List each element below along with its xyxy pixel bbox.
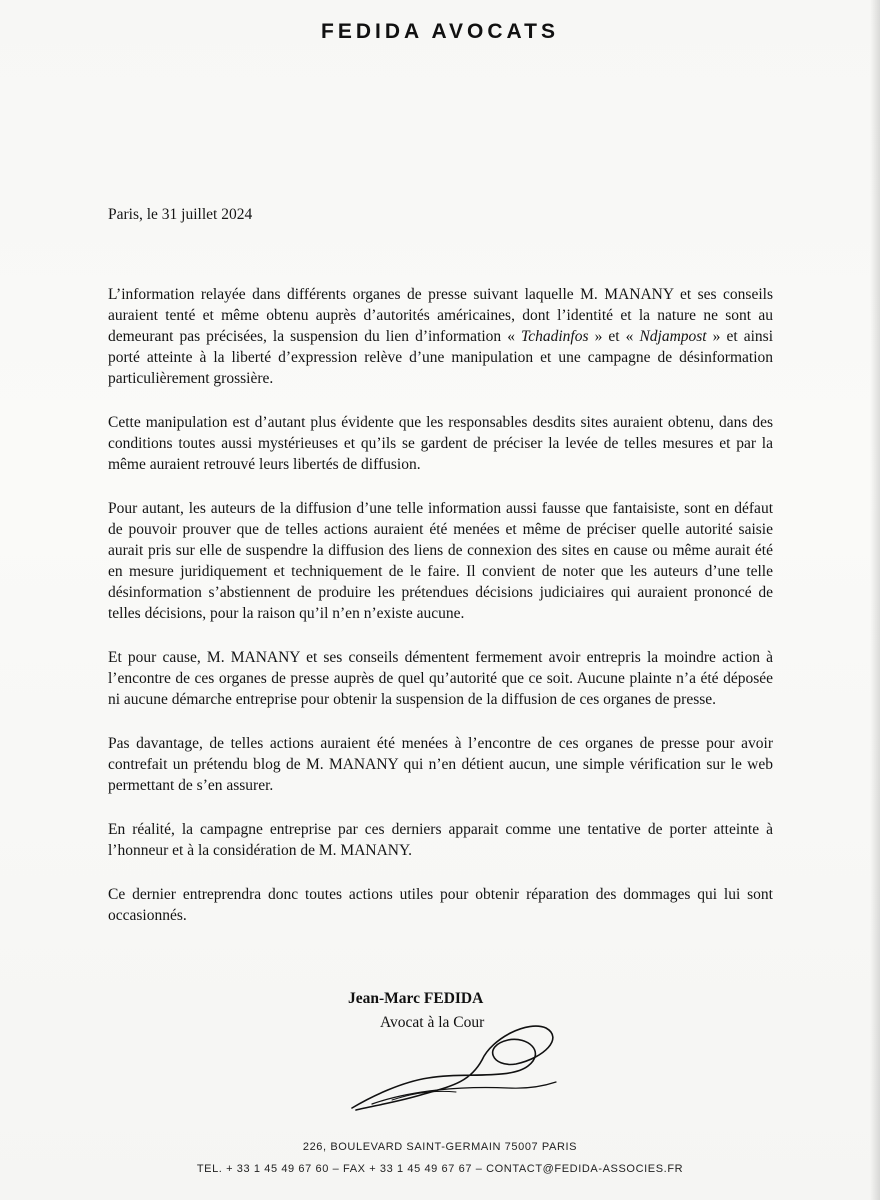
paragraph-1-text-c: » et ainsi porté atteinte à la liberté d’expression relève d’une manipulation et une campagne de désinformation particulièrement grossière. — [108, 328, 773, 387]
site-name-ndjampost: Ndjampost — [639, 328, 707, 345]
paragraph-7: Ce dernier entreprendra donc toutes actions utiles pour obtenir réparation des dommages qui lui sont occasionnés. — [108, 886, 773, 924]
paragraph-4: Et pour cause, M. MANANY et ses conseils démentent fermement avoir entrepris la moindre action à l’encontre de ces organes de presse auprès de quel qu’autorité que ce soit. Aucune plainte n’a été déposée ni aucune démarche entreprise pour obtenir la suspension de la diffusion de ces organes de presse. — [108, 649, 773, 708]
site-name-tchadinfos: Tchadinfos — [521, 328, 589, 345]
handwritten-signature — [332, 1020, 572, 1115]
page-edge-shadow — [870, 0, 880, 1200]
footer-address: 226, BOULEVARD SAINT-GERMAIN 75007 PARIS — [302, 1141, 578, 1153]
letter-body — [108, 284, 773, 949]
paragraph-1-text-b: » et « — [588, 328, 640, 345]
paragraph-3: Pour autant, les auteurs de la diffusion d’une telle information aussi fausse que fantaisiste, sont en défaut de pouvoir prouver que de telles actions auraient été menées et même de préciser quelle autorité saisie aurait pris sur elle de suspendre la diffusion des liens de connexion des sites en cause ou même aurait été en mesure juridiquement et techniquement de le faire. Il convient de noter que les auteurs d’une telle désinformation s’abstiennent de produire les prétendues décisions judiciaires qui auraient prononcé de telles décisions, pour la raison qu’il n’en n’existe aucune. — [108, 500, 773, 622]
paragraph-1-text-a: L’information relayée dans différents organes de presse suivant laquelle M. MANANY et ses conseils auraient tenté et même obtenu auprès d’autorités américaines, dont l’identité et la nature ne sont au demeurant pas précisées, la suspension du lien d’information « — [108, 286, 773, 345]
letterhead-firm-name: FEDIDA AVOCATS — [321, 20, 559, 43]
signatory-name: Jean-Marc FEDIDA — [348, 990, 484, 1007]
paragraph-2: Cette manipulation est d’autant plus évidente que les responsables desdits sites auraient obtenu, dans des conditions toutes aussi mystérieuses et qu’ils se gardent de préciser la levée de telles mesures et par la même auraient retrouvé leurs libertés de diffusion. — [108, 414, 773, 473]
paragraph-5: Pas davantage, de telles actions auraient été menées à l’encontre de ces organes de presse pour avoir contrefait un prétendu blog de M. MANANY qui n’en détient aucun, une simple vérification sur le web permettant de s’en assurer. — [108, 735, 773, 794]
paragraph-1 — [108, 284, 773, 389]
date-line: Paris, le 31 juillet 2024 — [108, 206, 253, 223]
paragraph-6: En réalité, la campagne entreprise par ces derniers apparait comme une tentative de porter atteinte à l’honneur et à la considération de M. MANANY. — [108, 821, 773, 859]
signatory-title: Avocat à la Cour — [380, 1014, 485, 1031]
footer-contact: TEL. + 33 1 45 49 67 60 – FAX + 33 1 45 49 67 67 – CONTACT@FEDIDA-ASSOCIES.FR — [196, 1163, 684, 1175]
